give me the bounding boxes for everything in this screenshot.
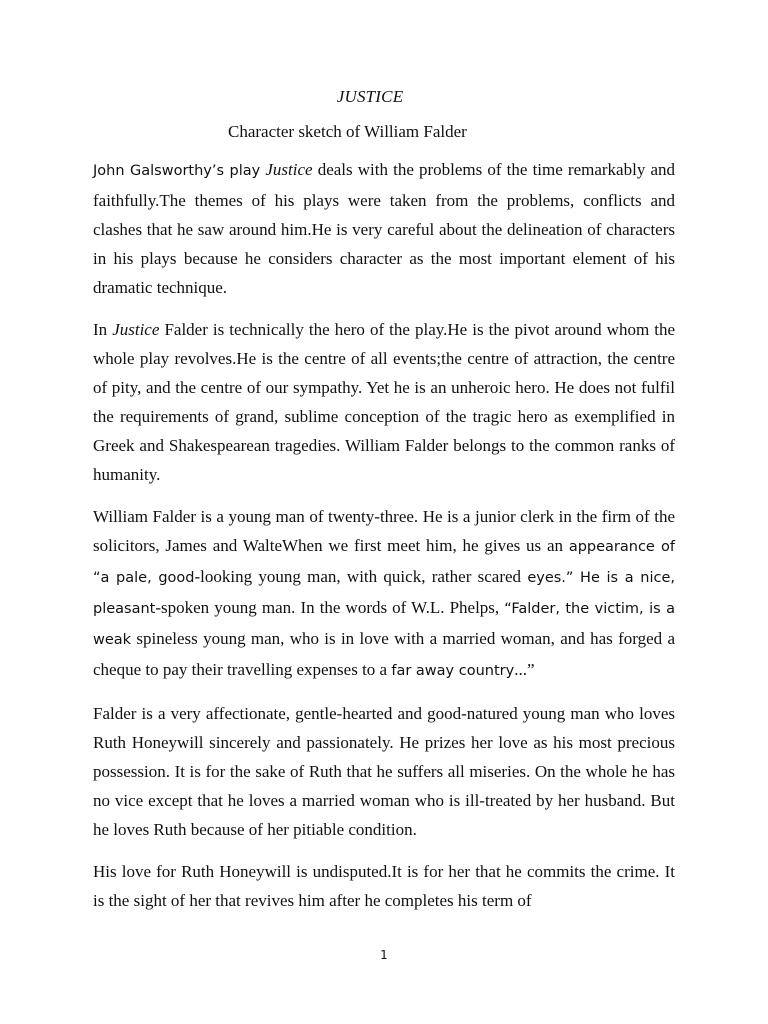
paragraph-text: deals with the problems of the time remarkably and faithfully.The themes of his plays were taken from the problems, conflicts and clashes that he saw around him.He is very careful about the delineation of characters in his plays because he considers character as the most important element of his dramatic technique. [93, 160, 675, 297]
quote-fragment: eyes.” He is a nice, pleasant [93, 570, 675, 617]
paragraph-description [93, 502, 675, 686]
play-title-italic: Justice [112, 320, 160, 339]
paragraph-text: His love for Ruth Honeywill is undisputed.It is for her that he commits the crime. It is the sight of her that revives him after he completes his term of [93, 862, 675, 910]
paragraph-text: -looking young man, with quick, rather scared [194, 567, 528, 586]
paragraph-text: William Falder is a young man of twenty-three. He is a junior clerk in the firm of the solicitors, James and WalteWhen we first meet him, he gives us an [93, 507, 675, 555]
paragraph-text: spineless young man, who is in love with a married woman, and has forged a cheque to pay their travelling expenses to a [93, 629, 675, 679]
paragraph-affection [93, 699, 675, 844]
quote-fragment: appearance of “a pale, good [93, 539, 675, 586]
paragraph-text: ...” [514, 660, 535, 679]
paragraph-text: Falder is technically the hero of the play.He is the pivot around whom the whole play revolves.He is the centre of all events;the centre of attraction, the centre of pity, and the centre of our sympathy. Yet he is an unheroic hero. He does not fulfil the requirements of grand, sublime conception of the tragic hero as exemplified in Greek and Shakespearean tragedies. William Falder belongs to the common ranks of humanity. [93, 320, 675, 484]
play-title-italic: Justice [265, 160, 313, 179]
paragraph-love [93, 857, 675, 915]
paragraph-text: -spoken young man. In the words of W.L. Phelps, [155, 598, 505, 617]
paragraph-hero [93, 315, 675, 489]
document-subtitle: Character sketch of William Falder [228, 122, 467, 141]
quote-fragment: “Falder, the victim, is a weak [93, 601, 675, 648]
author-play-phrase: John Galsworthy’s play [93, 163, 261, 179]
page-number: 1 [380, 948, 388, 962]
quote-fragment: far away country [391, 663, 515, 679]
document-title: JUSTICE [336, 87, 404, 106]
paragraph-text: In [93, 320, 113, 339]
paragraph-text: Falder is a very affectionate, gentle-hearted and good-natured young man who loves Ruth Honeywill sincerely and passionately. He prizes her love as his most precious possession. It is for the sake of Ruth that he suffers all miseries. On the whole he has no vice except that he loves a married woman who is ill-treated by her husband. But he loves Ruth because of her pitiable condition. [93, 704, 675, 839]
document-body [93, 155, 675, 915]
paragraph-intro [93, 155, 675, 302]
